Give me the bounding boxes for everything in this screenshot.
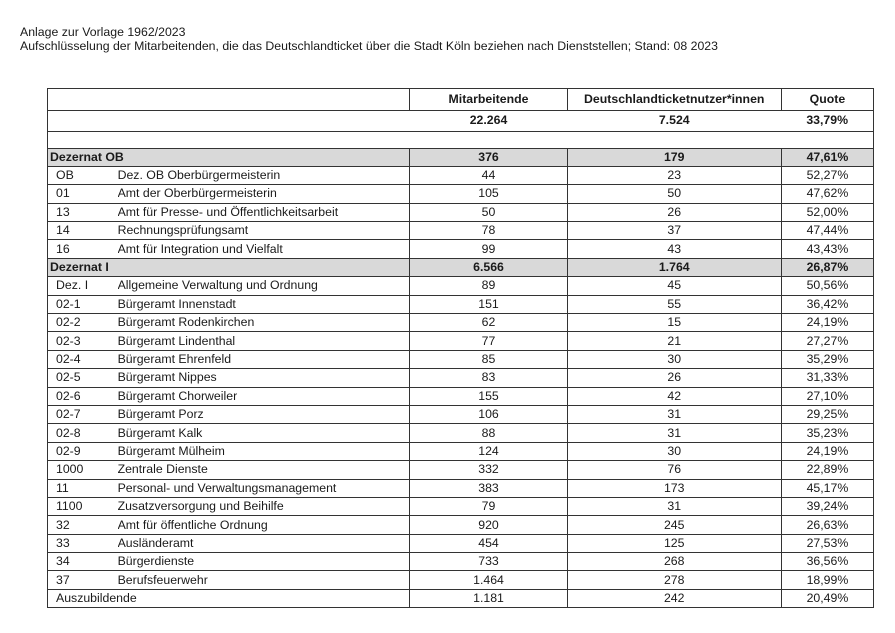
total-quote: 33,79%	[781, 110, 873, 131]
total-row	[48, 110, 874, 131]
employees-value: 77	[410, 332, 567, 350]
ticket-users-value: 50	[567, 185, 781, 203]
group-employees: 6.566	[410, 258, 567, 276]
quote-value: 35,23%	[781, 424, 873, 442]
quote-value: 36,56%	[781, 553, 873, 571]
employees-value: 88	[410, 424, 567, 442]
employees-value: 62	[410, 314, 567, 332]
document-subtitle: Aufschlüsselung der Mitarbeitenden, die das Deutschlandticket über die Stadt Köln beziehen nach Dienststellen; Stand: 08 2023	[20, 39, 718, 53]
ticket-users-value: 245	[567, 516, 781, 534]
table-row	[48, 203, 874, 221]
ticket-users-value: 268	[567, 553, 781, 571]
column-header-row	[48, 89, 874, 111]
quote-value: 35,29%	[781, 350, 873, 368]
table-row	[48, 277, 874, 295]
ticket-users-value: 45	[567, 277, 781, 295]
group-name: Dezernat OB	[48, 148, 410, 166]
department-code: 16	[48, 240, 118, 258]
ticket-users-value: 26	[567, 369, 781, 387]
employees-value: 733	[410, 553, 567, 571]
quote-value: 27,27%	[781, 332, 873, 350]
ticket-users-value: 21	[567, 332, 781, 350]
department-code: 37	[48, 571, 118, 589]
attachment-reference: Anlage zur Vorlage 1962/2023	[20, 25, 186, 39]
department-name: Bürgeramt Chorweiler	[118, 387, 410, 405]
department-code: 02-4	[48, 350, 118, 368]
department-name: Amt für Integration und Vielfalt	[118, 240, 410, 258]
department-code: 02-5	[48, 369, 118, 387]
department-code: 02-7	[48, 405, 118, 423]
ticket-users-value: 31	[567, 405, 781, 423]
ticket-users-value: 42	[567, 387, 781, 405]
department-code: Dez. I	[48, 277, 118, 295]
table-row	[48, 350, 874, 368]
spacer-cell	[48, 131, 410, 148]
department-code: 02-3	[48, 332, 118, 350]
ticket-users-value: 125	[567, 534, 781, 552]
document-header	[20, 25, 718, 53]
quote-value: 52,00%	[781, 203, 873, 221]
department-code: 02-8	[48, 424, 118, 442]
department-name: Personal- und Verwaltungsmanagement	[118, 479, 410, 497]
deutschlandticket-table	[47, 88, 874, 608]
group-ticket-users: 1.764	[567, 258, 781, 276]
group-name: Dezernat I	[48, 258, 410, 276]
employees-value: 920	[410, 516, 567, 534]
quote-value: 26,63%	[781, 516, 873, 534]
department-name: Bürgeramt Mülheim	[118, 442, 410, 460]
group-ticket-users: 179	[567, 148, 781, 166]
group-row	[48, 148, 874, 166]
department-name: Allgemeine Verwaltung und Ordnung	[118, 277, 410, 295]
table-row	[48, 332, 874, 350]
quote-value: 31,33%	[781, 369, 873, 387]
quote-value: 24,19%	[781, 314, 873, 332]
spacer-cell	[410, 131, 567, 148]
employees-value: 124	[410, 442, 567, 460]
ticket-users-value: 173	[567, 479, 781, 497]
ticket-users-value: 55	[567, 295, 781, 313]
employees-value: 1.464	[410, 571, 567, 589]
department-name: Bürgeramt Lindenthal	[118, 332, 410, 350]
group-employees: 376	[410, 148, 567, 166]
employees-value: 79	[410, 497, 567, 515]
total-ticket-users: 7.524	[567, 110, 781, 131]
employees-value: 50	[410, 203, 567, 221]
column-header-quote: Quote	[781, 89, 873, 111]
department-name: Bürgeramt Innenstadt	[118, 295, 410, 313]
group-quote: 26,87%	[781, 258, 873, 276]
table-row	[48, 240, 874, 258]
department-name: Bürgeramt Porz	[118, 405, 410, 423]
table-row	[48, 442, 874, 460]
table-row	[48, 387, 874, 405]
trainees-quote: 20,49%	[781, 589, 873, 607]
total-employees: 22.264	[410, 110, 567, 131]
table-row	[48, 516, 874, 534]
spacer-cell	[567, 131, 781, 148]
employees-value: 155	[410, 387, 567, 405]
department-code: 13	[48, 203, 118, 221]
table-row	[48, 461, 874, 479]
quote-value: 39,24%	[781, 497, 873, 515]
table-row	[48, 571, 874, 589]
department-name: Ausländeramt	[118, 534, 410, 552]
ticket-users-value: 15	[567, 314, 781, 332]
department-name: Dez. OB Oberbürgermeisterin	[118, 166, 410, 184]
group-quote: 47,61%	[781, 148, 873, 166]
quote-value: 22,89%	[781, 461, 873, 479]
table-row	[48, 405, 874, 423]
employees-value: 454	[410, 534, 567, 552]
quote-value: 47,44%	[781, 222, 873, 240]
department-code: 1000	[48, 461, 118, 479]
total-label-cell	[48, 110, 410, 131]
department-name: Berufsfeuerwehr	[118, 571, 410, 589]
table-row	[48, 497, 874, 515]
spacer-cell	[781, 131, 873, 148]
column-header-employees: Mitarbeitende	[410, 89, 567, 111]
department-name: Zusatzversorgung und Beihilfe	[118, 497, 410, 515]
quote-value: 29,25%	[781, 405, 873, 423]
ticket-users-value: 37	[567, 222, 781, 240]
department-name: Amt für Presse- und Öffentlichkeitsarbeit	[118, 203, 410, 221]
department-code: 11	[48, 479, 118, 497]
department-code: 02-9	[48, 442, 118, 460]
department-name: Bürgeramt Rodenkirchen	[118, 314, 410, 332]
table-row	[48, 424, 874, 442]
quote-value: 43,43%	[781, 240, 873, 258]
quote-value: 36,42%	[781, 295, 873, 313]
employees-value: 83	[410, 369, 567, 387]
department-code: OB	[48, 166, 118, 184]
employees-value: 105	[410, 185, 567, 203]
ticket-users-value: 31	[567, 497, 781, 515]
department-code: 01	[48, 185, 118, 203]
ticket-users-value: 43	[567, 240, 781, 258]
employees-value: 383	[410, 479, 567, 497]
department-name: Bürgeramt Nippes	[118, 369, 410, 387]
table-row	[48, 534, 874, 552]
table-row	[48, 222, 874, 240]
trainees-ticket-users: 242	[567, 589, 781, 607]
ticket-users-value: 23	[567, 166, 781, 184]
table-row	[48, 369, 874, 387]
quote-value: 27,10%	[781, 387, 873, 405]
department-name: Bürgeramt Kalk	[118, 424, 410, 442]
department-code: 02-1	[48, 295, 118, 313]
employees-value: 44	[410, 166, 567, 184]
employees-value: 106	[410, 405, 567, 423]
quote-value: 47,62%	[781, 185, 873, 203]
department-code: 1100	[48, 497, 118, 515]
department-name: Amt für öffentliche Ordnung	[118, 516, 410, 534]
table-row	[48, 553, 874, 571]
spacer-row	[48, 131, 874, 148]
trainees-row	[48, 589, 874, 607]
ticket-users-value: 30	[567, 350, 781, 368]
department-code: 32	[48, 516, 118, 534]
department-code: 02-6	[48, 387, 118, 405]
department-name: Bürgerdienste	[118, 553, 410, 571]
quote-value: 24,19%	[781, 442, 873, 460]
department-code: 02-2	[48, 314, 118, 332]
trainees-label: Auszubildende	[48, 589, 410, 607]
department-name: Zentrale Dienste	[118, 461, 410, 479]
quote-value: 18,99%	[781, 571, 873, 589]
department-code: 14	[48, 222, 118, 240]
ticket-users-value: 31	[567, 424, 781, 442]
table-row	[48, 314, 874, 332]
department-code: 34	[48, 553, 118, 571]
employees-value: 99	[410, 240, 567, 258]
quote-value: 52,27%	[781, 166, 873, 184]
group-row	[48, 258, 874, 276]
ticket-users-value: 278	[567, 571, 781, 589]
employees-value: 332	[410, 461, 567, 479]
table-row	[48, 185, 874, 203]
table-row	[48, 166, 874, 184]
department-name: Rechnungsprüfungsamt	[118, 222, 410, 240]
quote-value: 45,17%	[781, 479, 873, 497]
ticket-users-value: 30	[567, 442, 781, 460]
department-name: Bürgeramt Ehrenfeld	[118, 350, 410, 368]
employees-value: 78	[410, 222, 567, 240]
employees-value: 85	[410, 350, 567, 368]
employees-value: 89	[410, 277, 567, 295]
quote-value: 27,53%	[781, 534, 873, 552]
trainees-employees: 1.181	[410, 589, 567, 607]
quote-value: 50,56%	[781, 277, 873, 295]
ticket-users-value: 76	[567, 461, 781, 479]
column-header-ticket-users: Deutschlandticketnutzer*innen	[567, 89, 781, 111]
employees-value: 151	[410, 295, 567, 313]
table-row	[48, 295, 874, 313]
header-empty-cell	[48, 89, 410, 111]
department-name: Amt der Oberbürgermeisterin	[118, 185, 410, 203]
department-code: 33	[48, 534, 118, 552]
table-row	[48, 479, 874, 497]
ticket-users-value: 26	[567, 203, 781, 221]
